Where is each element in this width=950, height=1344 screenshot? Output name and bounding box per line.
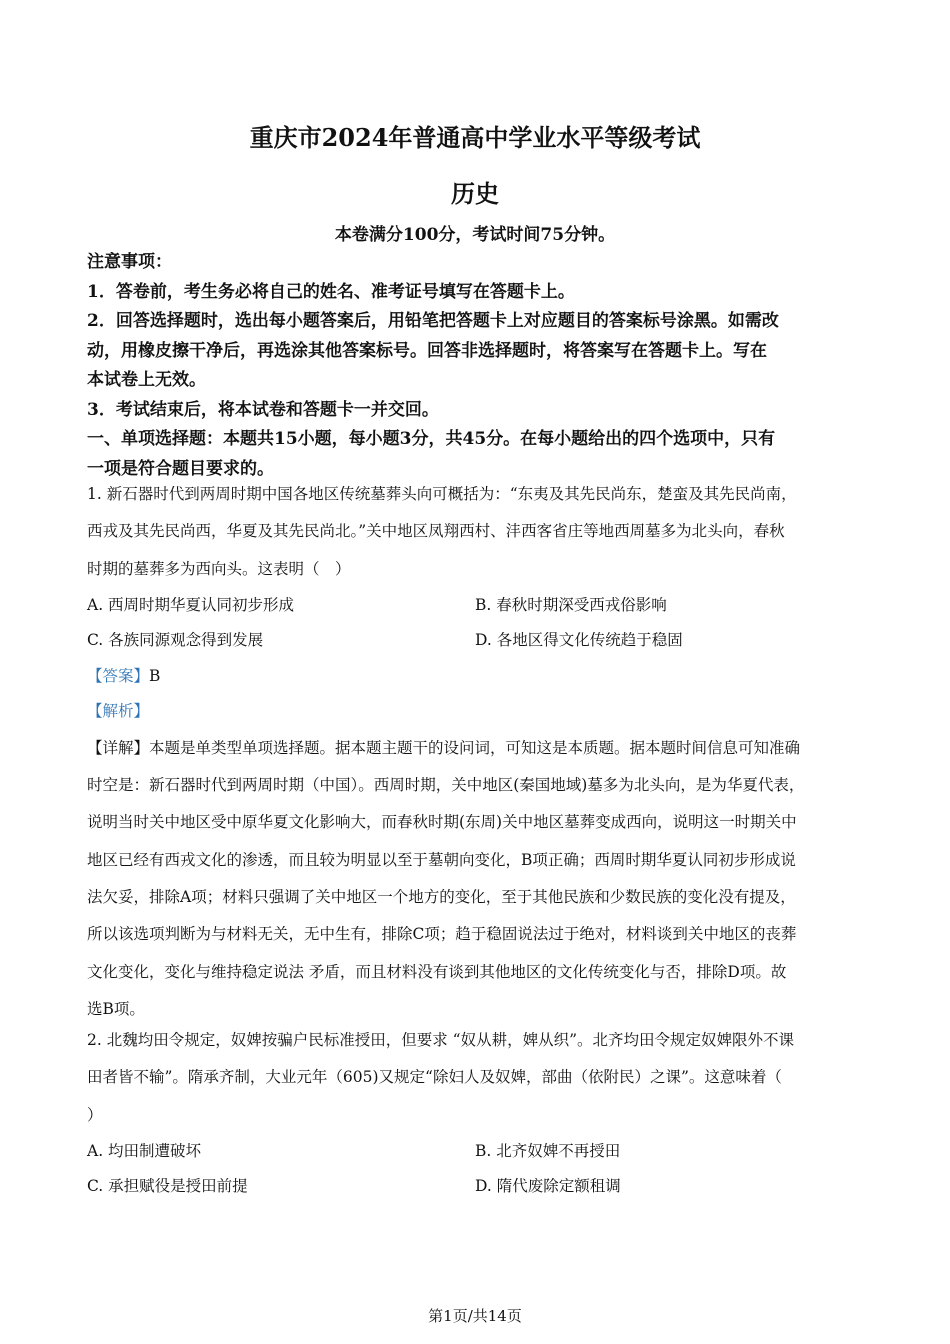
answer-value: B [149, 666, 161, 685]
notes-line: 1．答卷前，考生务必将自己的姓名、准考证号填写在答题卡上。 [87, 281, 575, 302]
exam-subtitle: 本卷满分100分，考试时间75分钟。 [334, 225, 616, 245]
option-a: A. 西周时期华夏认同初步形成 [87, 595, 295, 614]
detail-line: 所以该选项判断为与材料无关，无中生有，排除C项；趋于稳固说法过于绝对，材料谈到关中地区的丧葬 [87, 925, 797, 944]
answer-label: 【答案】 [87, 666, 150, 685]
detail-line: 【详解】本题是单类型单项选择题。据本题主题干的设问词，可知这是本质题。据本题时间信息可知准确 [87, 738, 801, 757]
option-d: D. 各地区得文化传统趋于稳固 [475, 631, 683, 650]
option-c: C. 各族同源观念得到发展 [87, 631, 264, 650]
option-b: B. 春秋时期深受西戎俗影响 [475, 595, 667, 614]
question-2 [87, 1022, 863, 1205]
options-row [87, 623, 863, 659]
detail-line: 法欠妥，排除A项；材料只强调了关中地区一个地方的变化，至于其他民族和少数民族的变化没有提及， [87, 888, 796, 907]
detail-line: 选B项。 [87, 999, 145, 1018]
options-row [87, 1169, 863, 1205]
detail-line: 地区已经有西戎文化的渗透，而且较为明显以至于墓朝向变化，B项正确；西周时期华夏认同初步形成说 [87, 850, 796, 869]
options-row [87, 1134, 863, 1170]
analysis-line [87, 694, 863, 730]
option-b: B. 北齐奴婢不再授田 [475, 1141, 621, 1160]
notes-line: 注意事项： [87, 252, 172, 272]
notes-section [87, 248, 863, 484]
notes-line: 动，用橡皮擦干净后，再选涂其他答案标号。回答非选择题时，将答案写在答题卡上。写在 [87, 340, 767, 361]
question-stem-line: ） [87, 1105, 103, 1124]
subject-heading: 历史 [451, 179, 499, 208]
question-stem-line: 1. 新石器时代到两周时期中国各地区传统墓葬头向可概括为：“东夷及其先民尚东，楚蛮及其先民尚南， [87, 485, 797, 503]
notes-line: 3．考试结束后，将本试卷和答题卡一并交回。 [87, 399, 439, 420]
detail-line: 说明当时关中地区受中原华夏文化影响大，而春秋时期(东周)关中地区墓葬变成西向，说明这一时期关中 [87, 813, 797, 832]
option-a: A. 均田制遭破坏 [87, 1141, 202, 1160]
answer-line [87, 659, 863, 695]
notes-line: 本试卷上无效。 [87, 370, 206, 390]
question-stem-line: 2. 北魏均田令规定，奴婢按骗户民标准授田，但要求 “奴从耕，婢从织”。北齐均田令规定奴婢限外不课 [87, 1031, 794, 1049]
analysis-label: 【解析】 [87, 702, 150, 721]
option-c: C. 承担赋役是授田前提 [87, 1177, 248, 1196]
options-row [87, 588, 863, 624]
option-d: D. 隋代废除定额租调 [475, 1177, 621, 1196]
question-stem-line: 时期的墓葬多为西向头。这表明（ ） [87, 559, 351, 578]
exam-title: 重庆市2024年普通高中学业水平等级考试 [249, 123, 701, 152]
detail-line: 时空是：新石器时代到两周时期（中国）。西周时期，关中地区(秦国地域)墓多为北头向，是为华夏代表， [87, 776, 805, 795]
page-footer: 第1页/共14页 [428, 1307, 522, 1325]
notes-line: 一项是符合题目要求的。 [87, 458, 274, 479]
question-stem-line: 田者皆不输”。隋承齐制，大业元年（605)又规定“除妇人及奴婢，部曲（依附民）之课”。这意味着（ [87, 1068, 782, 1087]
detail-line: 文化变化，变化与维持稳定说法 矛盾，而且材料没有谈到其他地区的文化传统变化与否，排除D项。故 [87, 962, 787, 981]
notes-line: 一、单项选择题：本题共15小题，每小题3分，共45分。在每小题给出的四个选项中，只有 [87, 429, 776, 449]
notes-line: 2．回答选择题时，选出每小题答案后，用铅笔把答题卡上对应题目的答案标号涂黑。如需改 [87, 311, 779, 331]
question-stem-line: 西戎及其先民尚西，华夏及其先民尚北。”关中地区凤翔西村、沣西客省庄等地西周墓多为北头向，春秋 [87, 522, 785, 541]
question-1 [87, 476, 863, 1028]
